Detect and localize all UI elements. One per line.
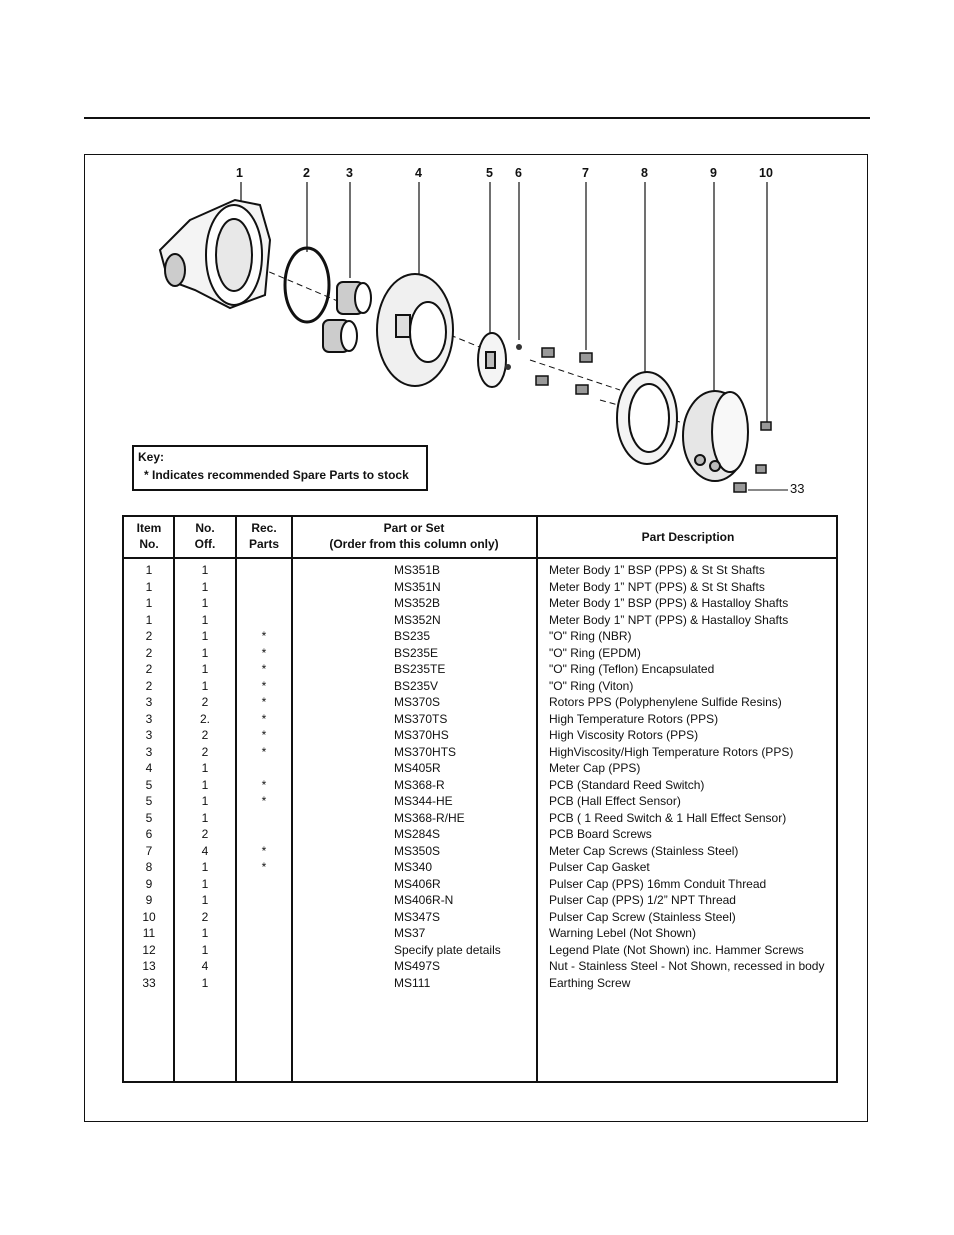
part-number-cell: BS235E [394, 645, 439, 660]
no-off-cell: 1 [201, 761, 209, 775]
key-title: Key: [138, 450, 165, 464]
callout-33: 33 [790, 481, 805, 496]
no-off-cell: 1 [201, 612, 209, 627]
no-off-cell: 1 [201, 794, 209, 808]
table-row [124, 976, 836, 993]
item-cell: 2 [145, 678, 153, 693]
rec-parts-cell: * [261, 678, 267, 693]
item-cell: 3 [145, 711, 153, 726]
description-cell: Earthing Screw [549, 975, 631, 990]
part-number-cell: BS235V [394, 678, 439, 693]
description-cell: Legend Plate (Not Shown) inc. Hammer Screws [549, 942, 804, 957]
description-cell: PCB (Hall Effect Sensor) [549, 794, 681, 808]
part-number-cell: MS284S [394, 827, 441, 841]
item-cell: 5 [145, 794, 153, 808]
no-off-cell: 1 [201, 876, 209, 891]
rec-parts-cell: * [261, 843, 267, 858]
table-row [124, 943, 836, 960]
header-part-description: Part Description [641, 530, 735, 544]
table-body [124, 563, 836, 992]
no-off-cell: 2 [201, 695, 209, 709]
rec-parts-cell: * [261, 728, 267, 742]
item-cell: 4 [145, 761, 153, 775]
no-off-cell: 1 [201, 777, 209, 792]
item-cell: 3 [145, 695, 153, 709]
rec-parts-cell: * [261, 777, 267, 792]
parts-table [122, 515, 838, 1083]
item-cell: 12 [142, 942, 156, 957]
callout-10: 10 [759, 166, 773, 180]
header-part-or-set: Part or Set (Order from this column only) [329, 521, 499, 551]
part-number-cell: MS406R [394, 876, 441, 891]
item-cell: 5 [145, 810, 153, 825]
key-box [132, 445, 428, 491]
table-row [124, 695, 836, 712]
table-row [124, 613, 836, 630]
part-number-cell: MS370S [394, 695, 441, 709]
item-cell: 1 [145, 579, 153, 594]
rec-parts-cell: * [261, 860, 267, 874]
item-cell: 33 [142, 975, 156, 990]
part-number-cell: MS352B [394, 596, 441, 610]
description-cell: Meter Cap Screws (Stainless Steel) [549, 843, 739, 858]
item-cell: 11 [142, 926, 156, 940]
description-cell: PCB Board Screws [549, 827, 652, 841]
description-cell: "O" Ring (Viton) [549, 678, 634, 693]
rec-parts-cell: * [261, 662, 267, 676]
description-cell: Meter Body 1” BSP (PPS) & St St Shafts [549, 563, 765, 577]
rec-parts-cell: * [261, 645, 267, 660]
part-number-cell: Specify plate details [394, 942, 501, 957]
item-cell: 3 [145, 744, 153, 759]
part-number-cell: MS352N [394, 612, 441, 627]
item-cell: 2 [145, 662, 153, 676]
table-row [124, 563, 836, 580]
part-number-cell: MS370HS [394, 728, 449, 742]
table-row [124, 679, 836, 696]
top-rule [84, 117, 870, 119]
description-cell: PCB ( 1 Reed Switch & 1 Hall Effect Sensor) [549, 810, 787, 825]
table-row [124, 646, 836, 663]
item-cell: 1 [145, 563, 153, 577]
item-cell: 3 [145, 728, 153, 742]
part-number-cell: BS235 [394, 629, 431, 643]
rec-parts-cell: * [261, 744, 267, 759]
part-number-cell: MS370HTS [394, 744, 457, 759]
description-cell: Pulser Cap (PPS) 16mm Conduit Thread [549, 876, 767, 891]
no-off-cell: 1 [201, 926, 209, 940]
table-row [124, 728, 836, 745]
no-off-cell: 2 [201, 728, 209, 742]
no-off-cell: 1 [201, 975, 209, 990]
description-cell: Rotors PPS (Polyphenylene Sulfide Resins) [549, 695, 782, 709]
table-row [124, 662, 836, 679]
callout-2: 2 [303, 166, 310, 180]
part-number-cell: MS351B [394, 563, 441, 577]
table-row [124, 794, 836, 811]
rec-parts-cell: * [261, 711, 267, 726]
part-number-cell: MS351N [394, 579, 441, 594]
table-row [124, 893, 836, 910]
header-no-off: No. Off. [194, 521, 216, 551]
part-number-cell: MS347S [394, 909, 441, 924]
part-number-cell: BS235TE [394, 662, 446, 676]
callout-5: 5 [486, 166, 493, 180]
callout-9: 9 [710, 166, 717, 180]
item-cell: 1 [145, 596, 153, 610]
part-number-cell: MS368-R/HE [394, 810, 465, 825]
no-off-cell: 1 [201, 678, 209, 693]
table-row [124, 844, 836, 861]
item-cell: 9 [145, 893, 153, 907]
table-row [124, 761, 836, 778]
part-number-cell: MS406R-N [394, 893, 454, 907]
table-row [124, 877, 836, 894]
no-off-cell: 2 [201, 744, 209, 759]
description-cell: Pulser Cap (PPS) 1/2” NPT Thread [549, 893, 736, 907]
part-number-cell: MS111 [394, 975, 431, 990]
no-off-cell: 1 [201, 893, 209, 907]
item-cell: 2 [145, 645, 153, 660]
item-cell: 9 [145, 876, 153, 891]
no-off-cell: 1 [201, 563, 209, 577]
no-off-cell: 2. [199, 711, 210, 726]
no-off-cell: 4 [201, 843, 209, 858]
item-cell: 13 [142, 959, 156, 973]
part-number-cell: MS497S [394, 959, 441, 973]
item-cell: 2 [145, 629, 153, 643]
no-off-cell: 1 [201, 810, 209, 825]
callout-1: 1 [236, 166, 243, 180]
header-rule [124, 557, 836, 559]
description-cell: PCB (Standard Reed Switch) [549, 777, 705, 792]
table-row [124, 827, 836, 844]
description-cell: Meter Cap (PPS) [549, 761, 641, 775]
item-cell: 10 [142, 909, 156, 924]
description-cell: High Temperature Rotors (PPS) [549, 711, 719, 726]
part-number-cell: MS340 [394, 860, 433, 874]
no-off-cell: 1 [201, 645, 209, 660]
part-number-cell: MS370TS [394, 711, 448, 726]
table-row [124, 778, 836, 795]
table-row [124, 959, 836, 976]
description-cell: High Viscosity Rotors (PPS) [549, 728, 699, 742]
description-cell: "O" Ring (EPDM) [549, 645, 641, 660]
item-cell: 6 [145, 827, 153, 841]
description-cell: "O" Ring (Teflon) Encapsulated [549, 662, 715, 676]
no-off-cell: 1 [201, 596, 209, 610]
item-cell: 5 [145, 777, 153, 792]
description-cell: Meter Body 1” NPT (PPS) & Hastalloy Shafts [549, 612, 789, 627]
table-row [124, 712, 836, 729]
rec-parts-cell: * [261, 794, 267, 808]
part-number-cell: MS344-HE [394, 794, 453, 808]
table-row [124, 910, 836, 927]
part-number-cell: MS405R [394, 761, 441, 775]
no-off-cell: 1 [201, 662, 209, 676]
rec-parts-cell: * [261, 695, 267, 709]
description-cell: "O" Ring (NBR) [549, 629, 632, 643]
part-number-cell: MS368-R [394, 777, 445, 792]
no-off-cell: 4 [201, 959, 209, 973]
header-rec-parts: Rec. Parts [248, 521, 280, 551]
callout-4: 4 [415, 166, 422, 180]
description-cell: Meter Body 1” NPT (PPS) & St St Shafts [549, 579, 765, 594]
table-row [124, 811, 836, 828]
part-number-cell: MS37 [394, 926, 426, 940]
key-text: * Indicates recommended Spare Parts to stock [144, 468, 409, 482]
description-cell: Warning Lebel (Not Shown) [549, 926, 696, 940]
callout-3: 3 [346, 166, 353, 180]
no-off-cell: 1 [201, 942, 209, 957]
table-row [124, 629, 836, 646]
description-cell: Pulser Cap Gasket [549, 860, 650, 874]
no-off-cell: 1 [201, 629, 209, 643]
description-cell: Nut - Stainless Steel - Not Shown, recessed in body [549, 959, 825, 973]
table-row [124, 596, 836, 613]
table-row [124, 860, 836, 877]
callout-7: 7 [582, 166, 589, 180]
description-cell: Meter Body 1” BSP (PPS) & Hastalloy Shafts [549, 596, 789, 610]
description-cell: HighViscosity/High Temperature Rotors (PPS) [549, 744, 794, 759]
no-off-cell: 1 [201, 860, 209, 874]
header-item: Item No. [136, 521, 162, 551]
item-cell: 7 [145, 843, 153, 858]
no-off-cell: 1 [201, 579, 209, 594]
table-row [124, 926, 836, 943]
description-cell: Pulser Cap Screw (Stainless Steel) [549, 909, 736, 924]
part-number-cell: MS350S [394, 843, 441, 858]
item-cell: 8 [145, 860, 153, 874]
item-cell: 1 [145, 612, 153, 627]
table-row [124, 745, 836, 762]
callout-8: 8 [641, 166, 648, 180]
table-row [124, 580, 836, 597]
rec-parts-cell: * [261, 629, 267, 643]
no-off-cell: 2 [201, 909, 209, 924]
callout-6: 6 [515, 166, 522, 180]
no-off-cell: 2 [201, 827, 209, 841]
